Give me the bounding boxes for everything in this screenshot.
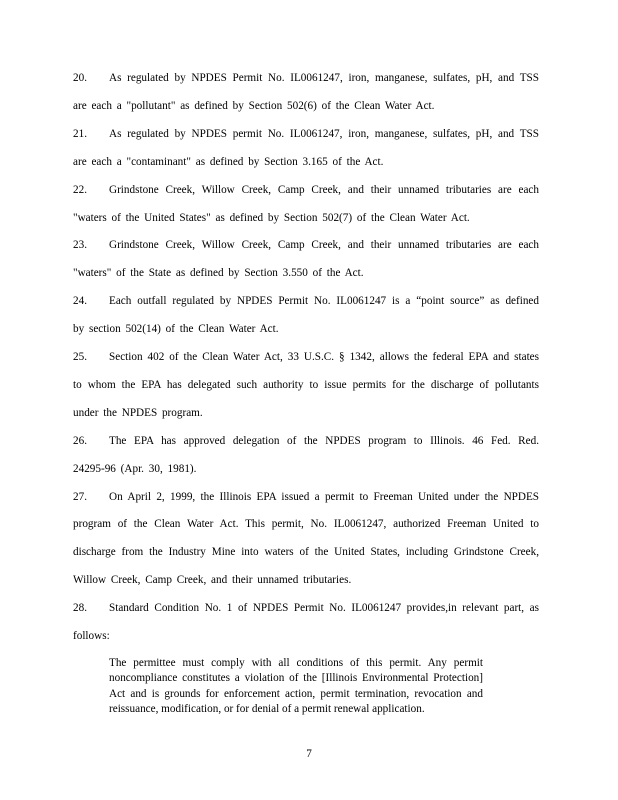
paragraph-23-line (73, 266, 539, 280)
paragraph-text: As regulated by NPDES Permit No. IL0061247, iron, manganese, sulfates, pH, and TSS (109, 72, 539, 84)
paragraph-text: under the NPDES program. (73, 406, 203, 419)
paragraph-21-line (73, 127, 539, 141)
paragraph-number: 21. (73, 127, 87, 140)
paragraph-number: 27. (73, 490, 87, 503)
paragraph-24-line (73, 294, 539, 308)
block-quote-line: reissuance, modification, or for denial of a permit renewal application. (109, 702, 425, 715)
paragraph-text: follows: (73, 630, 110, 642)
paragraph-22-line (73, 211, 539, 225)
paragraph-20-line (73, 99, 539, 113)
paragraph-text: The EPA has approved delegation of the NPDES program to Illinois. 46 Fed. Red. (109, 434, 539, 447)
paragraph-text: On April 2, 1999, the Illinois EPA issued a permit to Freeman United under the NPDES (109, 490, 539, 503)
paragraph-28-line (73, 629, 539, 643)
paragraph-text: Willow Creek, Camp Creek, and their unnamed tributaries. (73, 574, 352, 587)
paragraph-number: 28. (73, 602, 87, 615)
block-quote-line: noncompliance constitutes a violation of the [Illinois Environmental Protection] (109, 672, 483, 685)
paragraph-text: 24295-96 (Apr. 30, 1981). (73, 462, 197, 475)
paragraph-text: to whom the EPA has delegated such authority to issue permits for the discharge of pollutants (73, 378, 539, 391)
paragraph-text: Each outfall regulated by NPDES Permit No. IL0061247 is a “point source” as defined (109, 295, 539, 308)
paragraph-number: 23. (73, 239, 87, 252)
paragraph-20-line (73, 71, 539, 85)
paragraph-number: 22. (73, 183, 87, 196)
paragraph-23-line (73, 238, 539, 252)
paragraph-26-line (73, 434, 539, 448)
paragraph-24-line (73, 322, 539, 336)
paragraph-27-line (73, 490, 539, 504)
paragraph-25-line (73, 378, 539, 392)
paragraph-text: are each a "pollutant" as defined by Section 502(6) of the Clean Water Act. (73, 99, 435, 112)
paragraph-21-line (73, 155, 539, 169)
block-quote-line: Act and is grounds for enforcement action, permit termination, revocation and (109, 687, 483, 700)
paragraph-text: Grindstone Creek, Willow Creek, Camp Creek, and their unnamed tributaries are each (109, 239, 539, 252)
paragraph-text: by section 502(14) of the Clean Water Act. (73, 323, 279, 336)
paragraph-22-line (73, 183, 539, 197)
page-number: 7 (306, 748, 312, 760)
paragraph-27-line (73, 573, 539, 587)
paragraph-text: As regulated by NPDES permit No. IL0061247, iron, manganese, sulfates, pH, and TSS (109, 127, 539, 140)
paragraph-27-line (73, 517, 539, 531)
paragraph-25-line (73, 350, 539, 364)
paragraph-number: 20. (73, 72, 87, 84)
paragraph-27-line (73, 545, 539, 559)
paragraph-26-line (73, 462, 539, 476)
paragraph-text: "waters" of the State as defined by Section 3.550 of the Act. (73, 267, 364, 280)
paragraph-text: Grindstone Creek, Willow Creek, Camp Creek, and their unnamed tributaries are each (109, 183, 539, 196)
block-quote-line: The permittee must comply with all conditions of this permit. Any permit (109, 657, 483, 669)
paragraph-number: 26. (73, 434, 87, 447)
paragraph-text: "waters of the United States" as defined by Section 502(7) of the Clean Water Act. (73, 211, 470, 224)
paragraph-number: 25. (73, 351, 87, 363)
paragraph-text: are each a "contaminant" as defined by Section 3.165 of the Act. (73, 155, 384, 168)
paragraph-text: Standard Condition No. 1 of NPDES Permit No. IL0061247 provides,in relevant part, as (109, 602, 539, 615)
paragraph-25-line (73, 406, 539, 420)
paragraph-28-line (73, 601, 539, 615)
paragraph-text: Section 402 of the Clean Water Act, 33 U.S.C. § 1342, allows the federal EPA and states (109, 351, 539, 363)
paragraph-text: discharge from the Industry Mine into waters of the United States, including Grindstone Creek, (73, 546, 539, 559)
paragraph-text: program of the Clean Water Act. This permit, No. IL0061247, authorized Freeman United to (73, 518, 539, 531)
paragraph-number: 24. (73, 295, 87, 308)
